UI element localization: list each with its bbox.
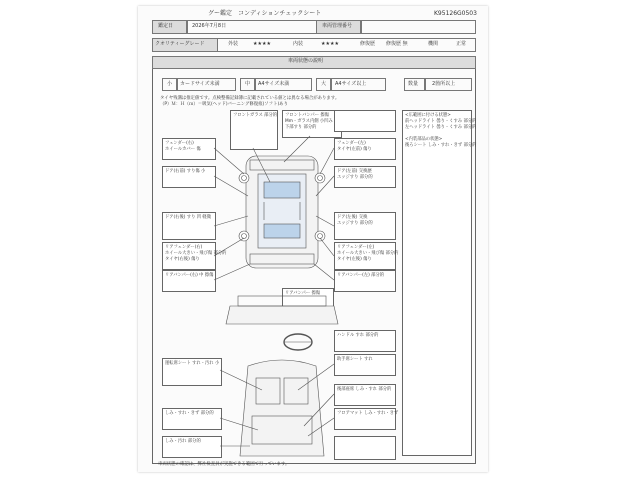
repair-value: 修復歴 無 bbox=[386, 41, 408, 47]
side-note-3: 左ヘッドライト 曇り・くすみ 部分的 bbox=[405, 125, 477, 130]
id-label: 車両管理番号 bbox=[322, 23, 353, 29]
legend-count-label: 数量 bbox=[408, 81, 419, 87]
legend-count-value: 2箇所以上 bbox=[432, 81, 456, 87]
exterior-stars: ★★★★ bbox=[253, 41, 271, 47]
legend-card-size: カードサイズ未満 bbox=[180, 81, 220, 87]
footer-note: 車両状態の確認は、弊社検査員が実施できる範囲で行っています。 bbox=[158, 462, 290, 467]
exterior-label: 外装 bbox=[228, 41, 239, 47]
car-diagram bbox=[138, 6, 488, 472]
repair-label: 修復歴 bbox=[360, 41, 376, 47]
date-value: 2026年7月8日 bbox=[192, 23, 227, 29]
note-line-1: タイヤ残溝は推定値です。点検整備記録簿に記載されている値とは異なる場合があります。 bbox=[160, 96, 340, 101]
side-note-6: 後ろシート しみ・すれ・きず 部分的 bbox=[405, 143, 477, 148]
side-note-1: <広範囲に付ける状態> bbox=[405, 113, 451, 118]
legend-a4-over: A4サイズ以上 bbox=[335, 81, 367, 87]
engine-value: 正常 bbox=[456, 41, 467, 47]
interior-stars: ★★★★ bbox=[321, 41, 339, 47]
side-note-2: 前ヘッドライト 曇り・くすみ 部分的 bbox=[405, 119, 477, 124]
legend-title: 車両状態の説明 bbox=[288, 58, 324, 64]
sheet-code: K95126G0503 bbox=[434, 10, 477, 17]
grade-label: クオリティーグレード bbox=[155, 41, 205, 47]
note-line-2: （P）Ｍ：Ｈ（ｍ）＝吸気(ヘッド)バーニング修復痕(ソフト)あり bbox=[160, 102, 288, 107]
sheet-title: グー鑑定 コンディションチェックシート bbox=[208, 10, 322, 17]
side-note-5: <内装部品の状態> bbox=[405, 137, 443, 142]
legend-medium: 中 bbox=[245, 81, 251, 87]
legend-a4-under: A4サイズ未満 bbox=[258, 81, 290, 87]
legend-small: 小 bbox=[167, 81, 173, 87]
date-label: 鑑定日 bbox=[158, 23, 174, 29]
legend-large: 大 bbox=[321, 81, 327, 87]
interior-label: 内装 bbox=[293, 41, 304, 47]
engine-label: 機関 bbox=[428, 41, 439, 47]
condition-check-sheet: グー鑑定 コンディションチェックシート K95126G0503 鑑定日 2026年7月8日 車両管理番号 クオリティーグレード 外装 ★★★★ 内装 ★★★★ 修復歴 修復歴 無 機関 正常 車両状態の説明 小 カードサイズ未満 中 A4サイズ未満 大 A4サイズ以上 数量 2箇所以上 タイヤ残溝は推定値です。点検整備記録簿に記載されている値とは異なる場合があります。 （P）Ｍ：Ｈ（ｍ）＝吸気(ヘッド)バーニング修復痕(ソフト)あり <広範囲に付ける状態> 前ヘッドライト 曇り・くすみ 部分的 左ヘッドライト 曇り・くすみ 部分的 <内装部品の状態> 後ろシート しみ・すれ・きず 部分的 フロントガラス 部分的 フロントバンパー 擦傷 Mm・ガラス内側 小凹み 下部すり 部分的 フェンダー(右) ホイールカバー 傷 フェンダー(左) タイヤ(左前) 傷り ドア(右前) すり傷 小 ドア(左前) 交換歴 エッジすり 部分的 ドア(右後) すり 凹 軽微 ドア(左後) 交換 エッジすり 部分的 リアフェンダー(右) ホイール大きい・飛び傷 部分的 タイヤ(右後) 傷り リアフェンダー(左) ホイール大きい・飛び傷 部分的 タイヤ(左後) 傷り リアバンパー(右) 中 擦傷 リアバンパー(左) 部分的 リアバンパー 擦傷 ハンドル すれ 部分的 運転席シート すれ・汚れ 小 助手席シート すれ 後部座席 しみ・すれ 部分的 しみ・すれ・きず 部分的 フロアマット しみ・すれ・きず しみ・汚れ 部分的 車両状態の確認は、弊社検査員が実施できる範囲で行っています。 bbox=[138, 6, 488, 472]
